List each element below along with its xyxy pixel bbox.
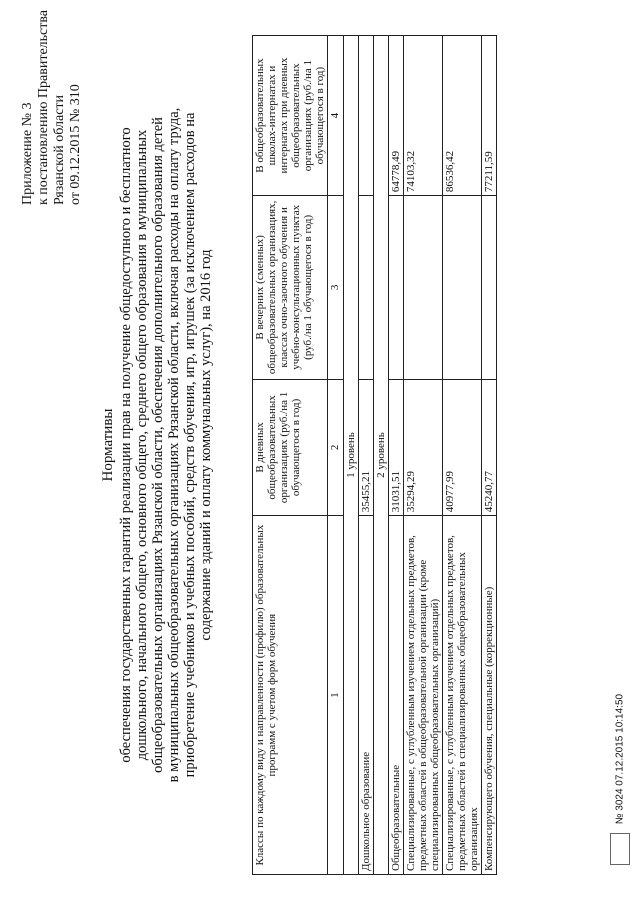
column-number: 2 <box>328 379 344 516</box>
table-header-row <box>253 36 328 875</box>
registration-text: № 3024 07.12.2015 10:14:50 <box>614 693 626 825</box>
level-label: 1 уровень <box>344 36 359 875</box>
table-row <box>482 36 497 875</box>
row-name: Специализированные, с углубленным изучением отдельных предметов, предметных областей в специализированных общеобразовательных организациях <box>443 516 482 875</box>
row-value: 35455,21 <box>359 379 374 516</box>
row-value <box>443 196 482 379</box>
appendix-number: Приложение № 3 <box>20 102 35 205</box>
appendix-block <box>20 5 84 205</box>
row-value: 45240,77 <box>482 379 497 516</box>
row-value: 86536,42 <box>443 36 482 196</box>
row-name: Общеобразовательные <box>389 516 404 875</box>
column-number: 1 <box>328 516 344 875</box>
row-name: Специализированные, с углубленным изучением отдельных предметов, предметных областей в общеобразовательной организации (кроме специализированных общеобразовательных организаций) <box>404 516 443 875</box>
row-name: Компенсирующего обучения, специальные (коррекционные) <box>482 516 497 875</box>
row-value <box>389 196 404 379</box>
column-number: 4 <box>328 36 344 196</box>
row-value <box>404 196 443 379</box>
title-line: содержание зданий и оплату коммунальных услуг), на 2016 год <box>198 249 214 641</box>
header-cell: В дневных общеобразовательных организациях (руб./на 1 обучающегося в год) <box>253 379 328 516</box>
header-cell: В вечерних (сменных) общеобразовательных организациях, классах очно-заочного обучения и учебно-консультационных пунктах (руб./на 1 обучающегося в год) <box>253 196 328 379</box>
level-row <box>374 36 389 875</box>
barcode-stamp <box>610 833 630 865</box>
row-value: 74103,32 <box>404 36 443 196</box>
table-row <box>404 36 443 875</box>
header-cell: В общеобразовательных школах-интернатах и интернатах при дневных общеобразовательных организациях (руб./на 1 обучающегося в год) <box>253 36 328 196</box>
column-number: 3 <box>328 196 344 379</box>
title-line: обеспечения государственных гарантий реализации прав на получение общедоступного и бесплатного <box>118 127 134 763</box>
row-value <box>359 36 374 196</box>
row-value: 35294,29 <box>404 379 443 516</box>
appendix-resolution: к постановлению Правительства <box>36 9 51 205</box>
row-value <box>359 196 374 379</box>
appendix-date: от 09.12.2015 № 310 <box>68 84 83 205</box>
norms-table <box>252 35 497 875</box>
level-row <box>344 36 359 875</box>
row-name: Дошкольное образование <box>359 516 374 875</box>
title-line: дошкольного, начального общего, основного общего, среднего общего образования в муниципальных <box>134 129 150 761</box>
title-line: приобретение учебников и учебных пособий, средств обучения, игр, игрушек (за исключением расходов на <box>182 112 198 778</box>
title-line: общеобразовательных организациях Рязанской области, обеспечения дополнительного образования детей <box>150 117 166 773</box>
title-line: в муниципальных общеобразовательных организациях Рязанской области, включая расходы на оплату труда, <box>166 107 182 783</box>
row-value: 64778,49 <box>389 36 404 196</box>
row-value <box>482 196 497 379</box>
row-value: 31031,51 <box>389 379 404 516</box>
appendix-region: Рязанской области <box>52 94 67 205</box>
table-row <box>389 36 404 875</box>
row-value: 77211,59 <box>482 36 497 196</box>
title-heading: Нормативы <box>100 408 116 482</box>
registration-footer <box>610 694 630 865</box>
table-row <box>443 36 482 875</box>
row-value: 40977,99 <box>443 379 482 516</box>
header-cell: Классы по каждому виду и направленности (профилю) образовательных программ с учетом форм обучения <box>253 516 328 875</box>
level-label: 2 уровень <box>374 36 389 875</box>
column-number-row <box>328 36 344 875</box>
document-title <box>100 95 214 795</box>
table-row <box>359 36 374 875</box>
